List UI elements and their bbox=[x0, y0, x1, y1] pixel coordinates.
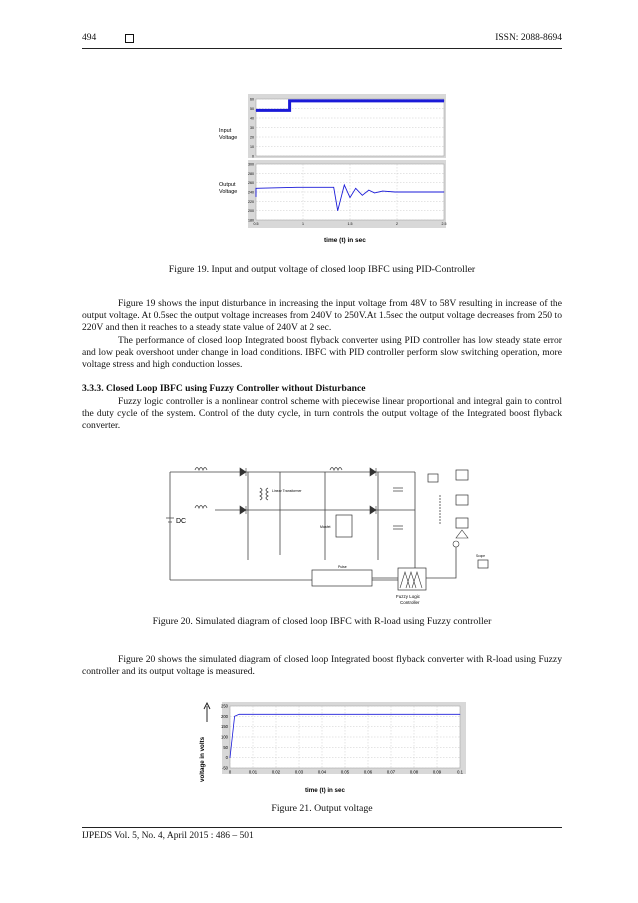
data-point bbox=[350, 197, 351, 198]
data-point bbox=[297, 187, 298, 188]
x-tick-label: 0.09 bbox=[432, 769, 442, 775]
y-tick-label: 0 bbox=[225, 755, 228, 761]
data-point bbox=[256, 196, 257, 197]
figure-19-svg bbox=[214, 90, 454, 250]
y-tick-label: 50 bbox=[250, 107, 254, 111]
y-tick-label: 240 bbox=[248, 190, 254, 195]
figure-19 bbox=[214, 90, 454, 250]
figure-19-caption: Figure 19. Input and output voltage of closed loop IBFC using PID-Controller bbox=[168, 264, 476, 275]
figure-20-svg bbox=[160, 460, 490, 610]
y-tick-label: 220 bbox=[248, 199, 254, 204]
data-point bbox=[333, 187, 334, 188]
figure-20 bbox=[160, 460, 490, 610]
data-point bbox=[444, 101, 445, 102]
data-point bbox=[256, 110, 257, 111]
data-point bbox=[239, 714, 240, 715]
data-point bbox=[355, 188, 356, 189]
x-tick-label: 1.5 bbox=[347, 222, 353, 227]
y-tick-label: 280 bbox=[248, 171, 254, 176]
transformer-label: Linear Transformer bbox=[272, 489, 302, 493]
figure-21 bbox=[180, 700, 470, 798]
display-block-3 bbox=[456, 518, 468, 528]
output-label-1: Output bbox=[219, 182, 236, 188]
mosfet-label: Mosfet bbox=[320, 525, 331, 529]
dc-label: DC bbox=[176, 518, 187, 525]
y-tick-label: 180 bbox=[248, 218, 254, 223]
pulse-block bbox=[312, 570, 372, 586]
header-rule bbox=[82, 48, 562, 49]
x-tick-label: 0.06 bbox=[363, 769, 373, 775]
meas-block-1 bbox=[428, 474, 438, 482]
y-tick-label: 0 bbox=[252, 154, 254, 159]
data-point bbox=[460, 714, 461, 715]
footer-citation: IJPEDS Vol. 5, No. 4, April 2015 : 486 – 501 bbox=[82, 831, 254, 841]
data-point bbox=[289, 110, 290, 111]
x-tick-label: 2.5 bbox=[441, 222, 447, 227]
fuzzy-label-1: Fuzzy Logic bbox=[396, 594, 421, 599]
paragraph-1: Figure 19 shows the input disturbance in increasing the input voltage from 48V to 58V resulting in increase of the output voltage. At 0.5sec the output voltage increases from 240V to 250V.At 1.5sec the output voltage decreases from 250 to 220V and then it reaches to a steady state value of 240V at 2 sec. bbox=[82, 298, 562, 334]
fig21-xlabel: time (t) in sec bbox=[305, 787, 345, 794]
data-point bbox=[368, 190, 369, 191]
data-point bbox=[362, 195, 363, 196]
data-point bbox=[395, 192, 396, 193]
data-point bbox=[256, 193, 257, 194]
y-tick-label: -50 bbox=[221, 765, 228, 771]
fig21-ylabel: voltage in volts bbox=[199, 736, 206, 782]
y-tick-label: 300 bbox=[248, 162, 254, 167]
x-tick-label: 0.5 bbox=[253, 222, 259, 227]
data-point bbox=[234, 716, 235, 717]
y-tick-label: 100 bbox=[221, 734, 228, 740]
y-tick-label: 150 bbox=[221, 724, 228, 730]
footer-rule bbox=[82, 827, 562, 828]
x-tick-label: 0.01 bbox=[248, 769, 258, 775]
data-point bbox=[444, 192, 445, 193]
display-block-1 bbox=[456, 470, 468, 480]
data-point bbox=[230, 757, 231, 758]
data-point bbox=[256, 188, 257, 189]
x-tick-label: 2 bbox=[396, 222, 398, 227]
y-tick-label: 20 bbox=[250, 135, 254, 140]
x-tick-label: 0 bbox=[228, 769, 232, 775]
data-point bbox=[289, 101, 290, 102]
y-tick-label: 200 bbox=[221, 713, 228, 719]
x-tick-label: 0.02 bbox=[271, 769, 281, 775]
mosfet-block bbox=[336, 515, 352, 537]
paragraph-2: The performance of closed loop Integrated boost flyback converter using PID controller has low steady state error and low peak overshoot under change in load conditions. IBFC with PID controller perform slow switching operation, more voltage stress and high conduction losses. bbox=[82, 335, 562, 371]
section-heading: 3.3.3. Closed Loop IBFC using Fuzzy Controller without Disturbance bbox=[82, 383, 366, 394]
paragraph-4: Figure 20 shows the simulated diagram of closed loop Integrated boost flyback converter with R-load using Fuzzy controller and its output voltage is measured. bbox=[82, 654, 562, 678]
y-tick-label: 50 bbox=[223, 744, 228, 750]
fuzzy-label-2: Controller bbox=[400, 600, 420, 605]
figure-20-caption: Figure 20. Simulated diagram of closed loop IBFC with R-load using Fuzzy controller bbox=[152, 616, 492, 627]
y-tick-label: 250 bbox=[221, 703, 228, 709]
x-tick-label: 1 bbox=[302, 222, 304, 227]
issn: ISSN: 2088-8694 bbox=[495, 33, 562, 43]
figure-21-svg bbox=[180, 700, 470, 798]
page-number: 494 bbox=[82, 33, 97, 43]
fig19-xlabel: time (t) in sec bbox=[324, 237, 366, 244]
input-label-1: Input bbox=[219, 128, 232, 134]
display-block-2 bbox=[456, 495, 468, 505]
x-tick-label: 0.1 bbox=[457, 769, 463, 775]
y-tick-label: 30 bbox=[250, 126, 254, 130]
data-point bbox=[256, 191, 257, 192]
x-tick-label: 0.03 bbox=[294, 769, 304, 775]
data-point bbox=[382, 191, 383, 192]
input-label-2: Voltage bbox=[219, 135, 238, 141]
scope-block bbox=[478, 560, 488, 568]
data-point bbox=[337, 210, 338, 211]
x-tick-label: 0.08 bbox=[409, 769, 419, 775]
data-point bbox=[374, 193, 375, 194]
x-tick-label: 0.07 bbox=[386, 769, 396, 775]
data-point bbox=[344, 185, 345, 186]
x-tick-label: 0.04 bbox=[317, 769, 327, 775]
data-point bbox=[356, 101, 357, 102]
figure-21-caption: Figure 21. Output voltage bbox=[271, 803, 373, 814]
sum-block-icon bbox=[453, 541, 459, 547]
paragraph-3: Fuzzy logic controller is a nonlinear control scheme with piecewise linear proportional and integral gain to control the duty cycle of the system. Control of the duty cycle, in turn controls the output voltage of the Integrated boost flyback converter. bbox=[82, 396, 562, 432]
output-label-2: Voltage bbox=[219, 189, 238, 195]
pulse-label: Pulse bbox=[338, 565, 347, 569]
scope-label: Scope bbox=[476, 554, 486, 558]
y-tick-label: 200 bbox=[248, 209, 254, 214]
y-tick-label: 260 bbox=[248, 181, 254, 186]
x-tick-label: 0.05 bbox=[340, 769, 350, 775]
y-tick-label: 60 bbox=[250, 97, 254, 102]
y-tick-label: 10 bbox=[250, 145, 254, 149]
square-bullet-icon bbox=[125, 34, 134, 43]
y-tick-label: 40 bbox=[250, 116, 254, 121]
